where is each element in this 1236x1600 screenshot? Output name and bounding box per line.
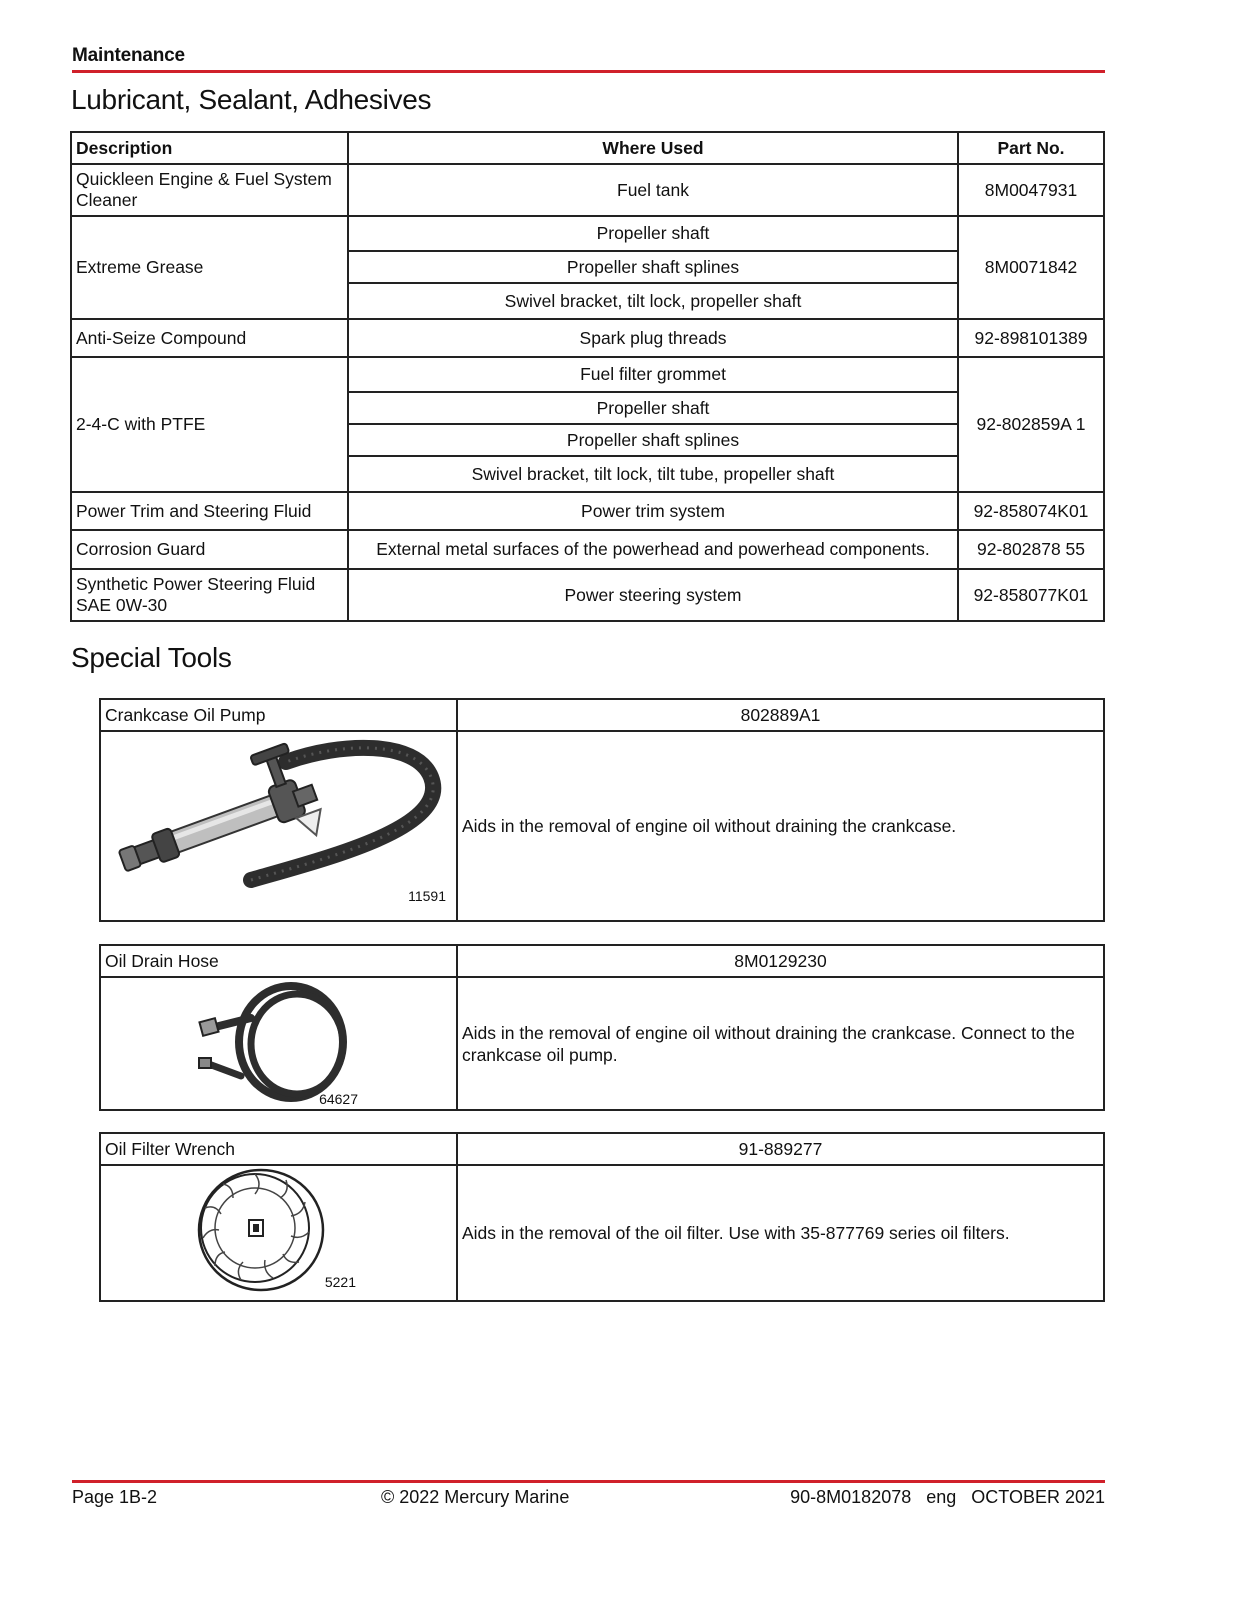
tool-table <box>99 698 1105 922</box>
drain-hose-icon <box>101 978 456 1111</box>
description-cell: Corrosion Guard <box>71 530 348 569</box>
where-used-cell: Power trim system <box>348 492 958 530</box>
where-used-cell: Propeller shaft splines <box>348 424 958 456</box>
figure-number: 11591 <box>408 888 446 904</box>
lubricants-table <box>70 131 1105 622</box>
table-row <box>71 319 1104 357</box>
tool-name: Oil Drain Hose <box>100 945 457 977</box>
tool-part-no: 802889A1 <box>457 699 1104 731</box>
tool-header-row <box>100 699 1104 731</box>
tool-part-no: 8M0129230 <box>457 945 1104 977</box>
where-used-cell: Fuel filter grommet <box>348 357 958 392</box>
document-id: 90-8M0182078 eng OCTOBER 2021 <box>790 1487 1105 1507</box>
description-cell: Synthetic Power Steering Fluid SAE 0W-30 <box>71 569 348 621</box>
description-cell: 2-4-C with PTFE <box>71 357 348 492</box>
description-cell: Extreme Grease <box>71 216 348 319</box>
part-no-cell: 92-802859A 1 <box>958 357 1104 492</box>
part-no-cell: 8M0047931 <box>958 164 1104 216</box>
tool-body-row <box>100 1165 1104 1301</box>
tool-part-no: 91-889277 <box>457 1133 1104 1165</box>
tool-body-row <box>100 731 1104 921</box>
table-row <box>71 492 1104 530</box>
column-header-part-no: Part No. <box>958 132 1104 164</box>
table-row <box>71 530 1104 569</box>
part-no-cell: 8M0071842 <box>958 216 1104 319</box>
where-used-cell: External metal surfaces of the powerhead and powerhead components. <box>348 530 958 569</box>
tool-description: Aids in the removal of engine oil without draining the crankcase. Connect to the crankcase oil pump. <box>457 977 1104 1110</box>
part-no-cell: 92-858077K01 <box>958 569 1104 621</box>
tool-image-cell <box>100 1165 457 1301</box>
tool-table <box>99 944 1105 1111</box>
where-used-cell: Power steering system <box>348 569 958 621</box>
tool-name: Oil Filter Wrench <box>100 1133 457 1165</box>
part-no-cell: 92-898101389 <box>958 319 1104 357</box>
where-used-cell: Propeller shaft <box>348 216 958 251</box>
tool-header-row <box>100 945 1104 977</box>
tool-header-row <box>100 1133 1104 1165</box>
figure-number: 5221 <box>324 1274 356 1290</box>
footer-rule <box>72 1480 1105 1483</box>
where-used-cell: Fuel tank <box>348 164 958 216</box>
where-used-cell: Swivel bracket, tilt lock, tilt tube, propeller shaft <box>348 456 958 492</box>
part-no-cell: 92-802878 55 <box>958 530 1104 569</box>
description-cell: Power Trim and Steering Fluid <box>71 492 348 530</box>
tool-description: Aids in the removal of the oil filter. Use with 35-877769 series oil filters. <box>457 1165 1104 1301</box>
tool-image-cell <box>100 977 457 1110</box>
header-rule <box>72 70 1105 73</box>
column-header-where-used: Where Used <box>348 132 958 164</box>
oil-pump-icon <box>101 732 456 922</box>
table-row <box>71 569 1104 621</box>
table-row <box>71 164 1104 216</box>
description-cell: Anti-Seize Compound <box>71 319 348 357</box>
column-header-description: Description <box>71 132 348 164</box>
table-row <box>71 216 1104 251</box>
tool-name: Crankcase Oil Pump <box>100 699 457 731</box>
filter-wrench-icon <box>101 1166 456 1302</box>
description-cell: Quickleen Engine & Fuel System Cleaner <box>71 164 348 216</box>
tool-body-row <box>100 977 1104 1110</box>
section-label: Maintenance <box>72 45 185 66</box>
lubricants-title: Lubricant, Sealant, Adhesives <box>71 84 432 115</box>
part-no-cell: 92-858074K01 <box>958 492 1104 530</box>
where-used-cell: Swivel bracket, tilt lock, propeller shaft <box>348 283 958 319</box>
where-used-cell: Spark plug threads <box>348 319 958 357</box>
special-tools-title: Special Tools <box>71 642 232 673</box>
page-number: Page 1B-2 <box>72 1487 158 1507</box>
tool-image-cell <box>100 731 457 921</box>
copyright: © 2022 Mercury Marine <box>381 1487 570 1507</box>
table-header-row <box>71 132 1104 164</box>
tool-table <box>99 1132 1105 1302</box>
table-row <box>71 357 1104 392</box>
where-used-cell: Propeller shaft splines <box>348 251 958 283</box>
where-used-cell: Propeller shaft <box>348 392 958 424</box>
figure-number: 64627 <box>319 1091 358 1107</box>
tool-description: Aids in the removal of engine oil without draining the crankcase. <box>457 731 1104 921</box>
